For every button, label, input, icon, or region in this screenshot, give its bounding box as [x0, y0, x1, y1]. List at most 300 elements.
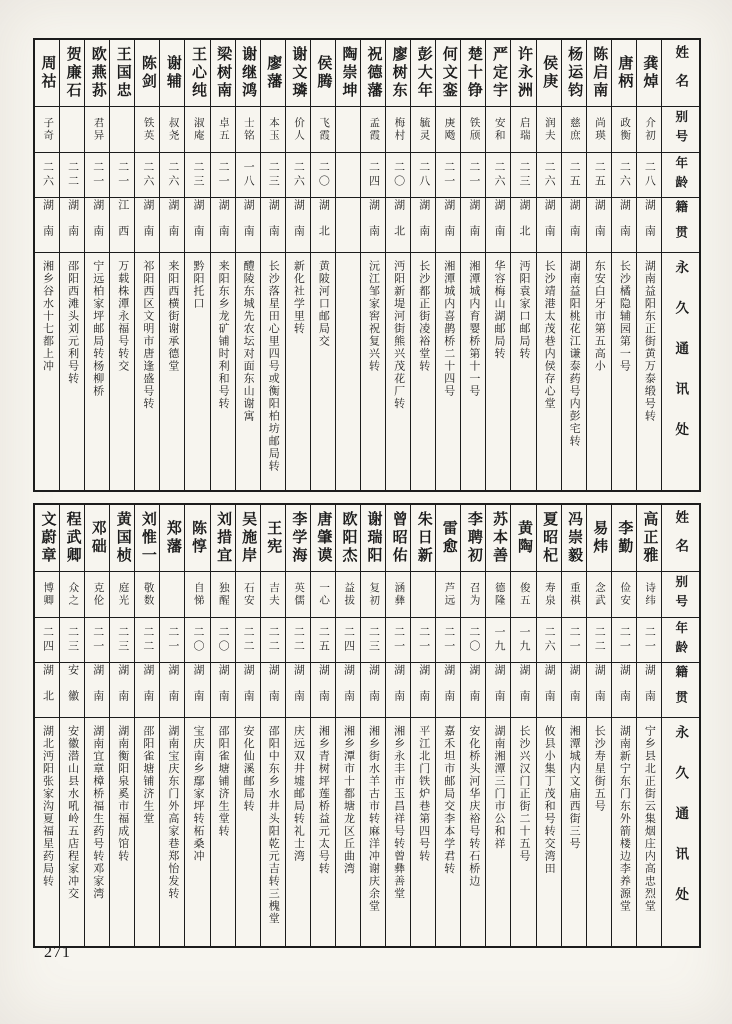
- person-alias-cell: [461, 572, 485, 618]
- person-alias: 庭光: [117, 582, 129, 607]
- person-age: 二八: [417, 161, 430, 189]
- person-alias-cell: [486, 572, 510, 618]
- person-alias-cell: [637, 107, 661, 153]
- person-age: 二一: [166, 626, 179, 654]
- person-name: 廖树东: [390, 46, 407, 100]
- person-name-cell: [135, 505, 159, 572]
- person-address-cell: [160, 253, 184, 490]
- person-age-cell: [336, 618, 360, 663]
- person-column: [537, 505, 562, 946]
- person-native-place: 湖南: [41, 199, 54, 251]
- person-address: 来阳东乡龙矿铺时利和号转: [217, 260, 230, 410]
- person-name-cell: [311, 505, 335, 572]
- person-age-cell: [587, 153, 611, 198]
- person-name: 朱日新: [415, 511, 432, 565]
- person-alias-cell: [60, 107, 84, 153]
- person-address: 湘乡谷水十七都上冲: [41, 260, 54, 373]
- person-native-place-cell: [311, 663, 335, 718]
- person-alias: 介初: [644, 117, 656, 142]
- person-age-cell: [361, 618, 385, 663]
- person-age: 二三: [367, 626, 380, 654]
- person-age: 二二: [66, 161, 79, 189]
- person-native-place: 湖南: [593, 199, 606, 251]
- person-native-place: 湖南: [292, 664, 305, 716]
- person-native-place-cell: [562, 663, 586, 718]
- header-name: 姓名: [662, 40, 699, 107]
- person-address-cell: [286, 253, 310, 490]
- person-name-cell: [110, 505, 134, 572]
- person-column: [261, 40, 286, 490]
- person-age: 二二: [242, 626, 255, 654]
- person-native-place: 湖南: [593, 664, 606, 716]
- person-name-cell: [60, 505, 84, 572]
- person-column: [160, 505, 185, 946]
- person-name: 李学海: [290, 511, 307, 565]
- table-header-column: [662, 505, 699, 946]
- person-native-place: 湖南: [91, 664, 104, 716]
- person-name-cell: [537, 40, 561, 107]
- person-column: [236, 505, 261, 946]
- person-address-cell: [336, 253, 360, 490]
- person-alias: 石安: [242, 582, 254, 607]
- person-age: 二五: [568, 161, 581, 189]
- person-name-cell: [486, 505, 510, 572]
- person-age: 二三: [192, 161, 204, 189]
- person-age-cell: [461, 618, 485, 663]
- person-address: 邵阳雀塘铺济生堂: [141, 725, 154, 825]
- person-address-cell: [511, 253, 535, 490]
- person-age-cell: [35, 618, 59, 663]
- person-alias-cell: [211, 572, 235, 618]
- person-native-place-cell: [185, 198, 209, 253]
- header-alias: 别号: [662, 107, 699, 153]
- person-native-place: 湖南: [568, 664, 581, 716]
- person-age-cell: [236, 618, 260, 663]
- person-native-place-cell: [160, 198, 184, 253]
- person-alias-cell: [311, 107, 335, 153]
- person-native-place-cell: [236, 663, 260, 718]
- person-address: 庆远双井墟邮局转礼士湾: [292, 725, 305, 863]
- person-age-cell: [60, 153, 84, 198]
- person-age: 二六: [543, 161, 556, 189]
- person-address: 沔阳新堤河街熊兴茂花厂转: [392, 260, 405, 410]
- person-name: 程武卿: [64, 511, 81, 565]
- person-alias-cell: [286, 107, 310, 153]
- person-column: [135, 505, 160, 946]
- person-native-place-cell: [436, 663, 460, 718]
- person-column: [85, 505, 110, 946]
- person-column: [311, 40, 336, 490]
- person-alias-cell: [562, 107, 586, 153]
- person-native-place-cell: [562, 198, 586, 253]
- person-column: [436, 505, 461, 946]
- person-name: 高正雅: [641, 511, 658, 565]
- person-address-cell: [612, 253, 636, 490]
- person-address-cell: [261, 718, 285, 946]
- person-column: [236, 40, 261, 490]
- person-column: [110, 40, 135, 490]
- person-native-place: 湖南: [492, 199, 505, 251]
- person-name: 侯庚: [541, 55, 558, 91]
- person-age: 二六: [41, 161, 54, 189]
- person-address-cell: [311, 253, 335, 490]
- person-native-place-cell: [386, 198, 410, 253]
- person-alias-cell: [637, 572, 661, 618]
- person-alias: 念武: [594, 582, 605, 607]
- person-alias-cell: [336, 107, 360, 153]
- person-native-place-cell: [60, 663, 84, 718]
- person-column: [386, 40, 411, 490]
- person-name-cell: [110, 40, 134, 107]
- person-alias-cell: [511, 572, 535, 618]
- person-native-place: 湖南: [643, 199, 656, 251]
- person-address-cell: [562, 253, 586, 490]
- person-alias: 益拔: [343, 582, 355, 607]
- person-native-place: 湖南: [543, 664, 556, 716]
- person-name-cell: [562, 40, 586, 107]
- person-alias-cell: [211, 107, 235, 153]
- person-native-place: 湖南: [492, 664, 505, 716]
- person-alias: 润夫: [543, 117, 555, 142]
- person-alias: 独醒: [217, 582, 229, 607]
- person-age: 二五: [317, 626, 330, 654]
- person-name-cell: [336, 40, 360, 107]
- person-alias: 政衡: [619, 117, 631, 142]
- person-column: [562, 40, 587, 490]
- person-age: 二五: [593, 161, 606, 189]
- header-native-place: 籍贯: [662, 198, 699, 253]
- person-address: 湖南衡阳泉奚市福成馆转: [116, 725, 129, 863]
- person-age: 二一: [643, 626, 656, 654]
- person-age-cell: [85, 618, 109, 663]
- person-address: 湘乡潭市十都塘龙区丘曲湾: [342, 725, 355, 875]
- person-name-cell: [336, 505, 360, 572]
- person-address: 万载株潭永福号转交: [116, 260, 129, 373]
- person-age: 一九: [492, 626, 505, 654]
- person-native-place-cell: [286, 198, 310, 253]
- person-native-place-cell: [336, 663, 360, 718]
- person-native-place: 湖南: [342, 664, 355, 716]
- person-name-cell: [85, 505, 109, 572]
- person-name-cell: [236, 505, 260, 572]
- person-address-cell: [637, 718, 661, 946]
- person-alias-cell: [436, 107, 460, 153]
- person-name-cell: [185, 505, 209, 572]
- roster-table-top: [33, 38, 701, 492]
- person-native-place: 湖南: [217, 664, 230, 716]
- roster-table-bottom: [33, 503, 701, 948]
- person-alias-cell: [486, 107, 510, 153]
- person-address: 湘潭城内文庙西街三号: [568, 725, 581, 850]
- person-age: 二一: [568, 626, 581, 654]
- person-age-cell: [436, 618, 460, 663]
- person-alias: 毓灵: [418, 117, 430, 142]
- person-column: [261, 505, 286, 946]
- person-age-cell: [35, 153, 59, 198]
- person-age: 一八: [242, 161, 255, 189]
- person-alias: 铁颀: [468, 117, 480, 142]
- person-alias: 敬数: [142, 582, 154, 607]
- person-age: 二一: [442, 161, 455, 189]
- person-native-place-cell: [135, 198, 159, 253]
- person-age: 二四: [367, 161, 380, 189]
- person-alias-cell: [35, 107, 59, 153]
- person-address: 长沙靖港太茂巷内侯存心堂: [543, 260, 556, 410]
- person-age: 二一: [467, 161, 480, 189]
- person-native-place: 湖南: [618, 199, 631, 251]
- person-native-place: 湖南: [292, 199, 305, 251]
- person-address-cell: [160, 718, 184, 946]
- person-alias-cell: [110, 572, 134, 618]
- person-age: 二〇: [217, 626, 230, 654]
- person-age: 二〇: [192, 626, 204, 654]
- person-column: [587, 40, 612, 490]
- person-alias-cell: [261, 572, 285, 618]
- person-name: 谢辅: [164, 55, 181, 91]
- person-native-place: 湖南: [217, 199, 230, 251]
- person-address-cell: [185, 718, 209, 946]
- person-address: 湘潭城内喜鹊桥二十四号: [442, 260, 455, 398]
- person-name: 祝德藩: [365, 46, 382, 100]
- person-age-cell: [211, 618, 235, 663]
- person-name-cell: [461, 40, 485, 107]
- person-address: 祁阳西区文明市唐逢盛号转: [141, 260, 154, 410]
- person-name: 王心纯: [190, 46, 206, 100]
- person-column: [612, 505, 637, 946]
- person-age: 二三: [66, 626, 79, 654]
- person-name: 黄陶: [516, 520, 533, 556]
- person-name-cell: [511, 505, 535, 572]
- person-alias-cell: [587, 572, 611, 618]
- person-native-place-cell: [386, 663, 410, 718]
- person-age-cell: [236, 153, 260, 198]
- person-native-place-cell: [85, 198, 109, 253]
- person-native-place-cell: [461, 663, 485, 718]
- person-age-cell: [336, 153, 360, 198]
- header-age: 年龄: [662, 153, 699, 198]
- person-native-place-cell: [612, 663, 636, 718]
- person-native-place: 湖南: [543, 199, 556, 251]
- person-address: 宝庆南乡鄢家坪转柘桑冲: [192, 725, 204, 863]
- header-age: 年龄: [662, 618, 699, 663]
- person-alias-cell: [386, 107, 410, 153]
- person-name-cell: [436, 40, 460, 107]
- person-address: 湘乡青树坪莲桥益元太号转: [317, 725, 330, 875]
- person-native-place-cell: [160, 663, 184, 718]
- person-alias: 俭安: [619, 582, 631, 607]
- person-address: 安化桥头河华庆裕号转石桥边: [467, 725, 480, 888]
- person-age-cell: [537, 618, 561, 663]
- person-alias-cell: [612, 107, 636, 153]
- person-age-cell: [135, 618, 159, 663]
- person-name: 谢继鸿: [240, 46, 257, 100]
- person-address: 湖南益阳桃花江谦泰药号内彭宅转: [568, 260, 581, 448]
- person-age-cell: [110, 153, 134, 198]
- person-name-cell: [486, 40, 510, 107]
- person-alias: 梅村: [393, 117, 405, 142]
- person-column: [211, 40, 236, 490]
- person-native-place-cell: [135, 663, 159, 718]
- person-native-place-cell: [436, 198, 460, 253]
- person-address-cell: [537, 253, 561, 490]
- person-address-cell: [562, 718, 586, 946]
- person-name-cell: [361, 40, 385, 107]
- person-alias: 君异: [92, 117, 104, 142]
- person-age-cell: [537, 153, 561, 198]
- person-age: 二二: [593, 626, 606, 654]
- person-alias-cell: [185, 572, 209, 618]
- person-native-place: 湖南: [267, 664, 280, 716]
- person-name-cell: [135, 40, 159, 107]
- person-address-cell: [110, 718, 134, 946]
- person-age-cell: [311, 153, 335, 198]
- person-column: [486, 40, 511, 490]
- person-name: 谢文璘: [290, 46, 307, 100]
- person-name-cell: [587, 505, 611, 572]
- person-name: 李勤: [616, 520, 633, 556]
- person-age-cell: [60, 618, 84, 663]
- person-name: 吴施岸: [240, 511, 257, 565]
- person-address-cell: [386, 253, 410, 490]
- person-address: 黄陂河口邮局交: [317, 260, 330, 348]
- person-name-cell: [211, 40, 235, 107]
- person-age: 二六: [141, 161, 154, 189]
- person-age-cell: [562, 153, 586, 198]
- person-address-cell: [486, 253, 510, 490]
- person-address-cell: [236, 718, 260, 946]
- person-name: 梁树南: [215, 46, 232, 100]
- person-native-place-cell: [60, 198, 84, 253]
- person-alias-cell: [85, 107, 109, 153]
- person-address-cell: [537, 718, 561, 946]
- person-address: 长沙橘隐辅园第一号: [618, 260, 631, 373]
- person-native-place-cell: [637, 198, 661, 253]
- person-address-cell: [110, 253, 134, 490]
- person-address: 湘潭城内育婴桥第十一号: [467, 260, 480, 398]
- person-alias-cell: [35, 572, 59, 618]
- person-alias: 卓五: [217, 117, 229, 142]
- person-age-cell: [587, 618, 611, 663]
- person-column: [537, 40, 562, 490]
- person-address: 沅江邹家窖祝复兴转: [367, 260, 380, 373]
- person-address: 湘乡街水羊古市转麻洋冲谢庆余堂: [367, 725, 380, 913]
- person-native-place: 湖北: [317, 199, 330, 251]
- person-address-cell: [211, 718, 235, 946]
- person-column: [361, 40, 386, 490]
- person-column: [612, 40, 637, 490]
- person-alias: 复初: [368, 582, 380, 607]
- person-native-place: 湖南: [166, 199, 179, 251]
- person-address-cell: [411, 718, 435, 946]
- person-age-cell: [311, 618, 335, 663]
- person-name: 唐肇谟: [315, 511, 332, 565]
- person-alias: 德隆: [493, 582, 505, 607]
- person-age-cell: [361, 153, 385, 198]
- person-native-place-cell: [361, 198, 385, 253]
- person-age-cell: [461, 153, 485, 198]
- person-age-cell: [160, 153, 184, 198]
- person-name: 雷愈: [440, 520, 457, 556]
- person-native-place-cell: [637, 663, 661, 718]
- person-address-cell: [461, 718, 485, 946]
- person-name-cell: [562, 505, 586, 572]
- person-native-place-cell: [311, 198, 335, 253]
- person-age-cell: [511, 153, 535, 198]
- person-address-cell: [261, 253, 285, 490]
- person-column: [411, 40, 436, 490]
- person-name: 刘惟一: [139, 511, 156, 565]
- person-alias: 启瑞: [518, 117, 530, 142]
- person-name: 冯崇毅: [566, 511, 583, 565]
- person-address: 黔阳托口: [192, 260, 204, 310]
- person-address: 平江北门铁炉巷第四号转: [417, 725, 430, 863]
- person-native-place: 湖南: [267, 199, 280, 251]
- person-address-cell: [587, 253, 611, 490]
- person-address: 湘乡永丰市玉昌祥号转曾彝善堂: [392, 725, 405, 900]
- person-alias-cell: [135, 572, 159, 618]
- header-name: 姓名: [662, 505, 699, 572]
- person-alias-cell: [261, 107, 285, 153]
- person-name: 欧阳杰: [340, 511, 357, 565]
- person-alias-cell: [60, 572, 84, 618]
- person-native-place-cell: [411, 663, 435, 718]
- header-address: 永久通讯处: [673, 725, 689, 928]
- person-native-place: 湖南: [317, 664, 330, 716]
- person-name-cell: [286, 40, 310, 107]
- person-name: 陈启南: [591, 46, 608, 100]
- person-alias: 本玉: [267, 117, 279, 142]
- person-age: 二八: [643, 161, 656, 189]
- person-address-cell: [60, 253, 84, 490]
- person-alias: 自悌: [192, 582, 204, 607]
- person-age-cell: [486, 618, 510, 663]
- person-native-place: 湖南: [116, 664, 129, 716]
- person-address: 湖南宝庆东门外高家巷郑怡发转: [166, 725, 179, 900]
- person-column: [60, 505, 85, 946]
- person-name-cell: [211, 505, 235, 572]
- person-alias: 士铭: [242, 117, 254, 142]
- person-native-place: 安徽: [66, 664, 79, 716]
- person-age-cell: [211, 153, 235, 198]
- person-name-cell: [160, 40, 184, 107]
- person-native-place: 湖南: [192, 199, 204, 251]
- header-alias: 别号: [662, 572, 699, 618]
- person-address-cell: [436, 718, 460, 946]
- person-address-cell: [85, 253, 109, 490]
- person-address-cell: [135, 718, 159, 946]
- person-address: 湖南宜章樟桥福生药号转邓家湾: [91, 725, 104, 900]
- person-name-cell: [511, 40, 535, 107]
- person-alias-cell: [236, 107, 260, 153]
- person-alias-cell: [311, 572, 335, 618]
- person-column: [637, 505, 662, 946]
- person-age: 二二: [267, 626, 280, 654]
- person-column: [461, 505, 486, 946]
- person-name-cell: [411, 40, 435, 107]
- person-name: 陈惇: [190, 520, 206, 556]
- person-column: [311, 505, 336, 946]
- person-alias: 寿泉: [543, 582, 555, 607]
- person-alias-cell: [110, 107, 134, 153]
- person-alias: 一心: [318, 582, 330, 607]
- person-age-cell: [135, 153, 159, 198]
- person-age: 二三: [116, 626, 129, 654]
- person-name: 楚十铮: [465, 46, 482, 100]
- person-alias-cell: [386, 572, 410, 618]
- person-alias: 涵彝: [393, 582, 405, 607]
- person-native-place-cell: [261, 198, 285, 253]
- person-address-cell: [60, 718, 84, 946]
